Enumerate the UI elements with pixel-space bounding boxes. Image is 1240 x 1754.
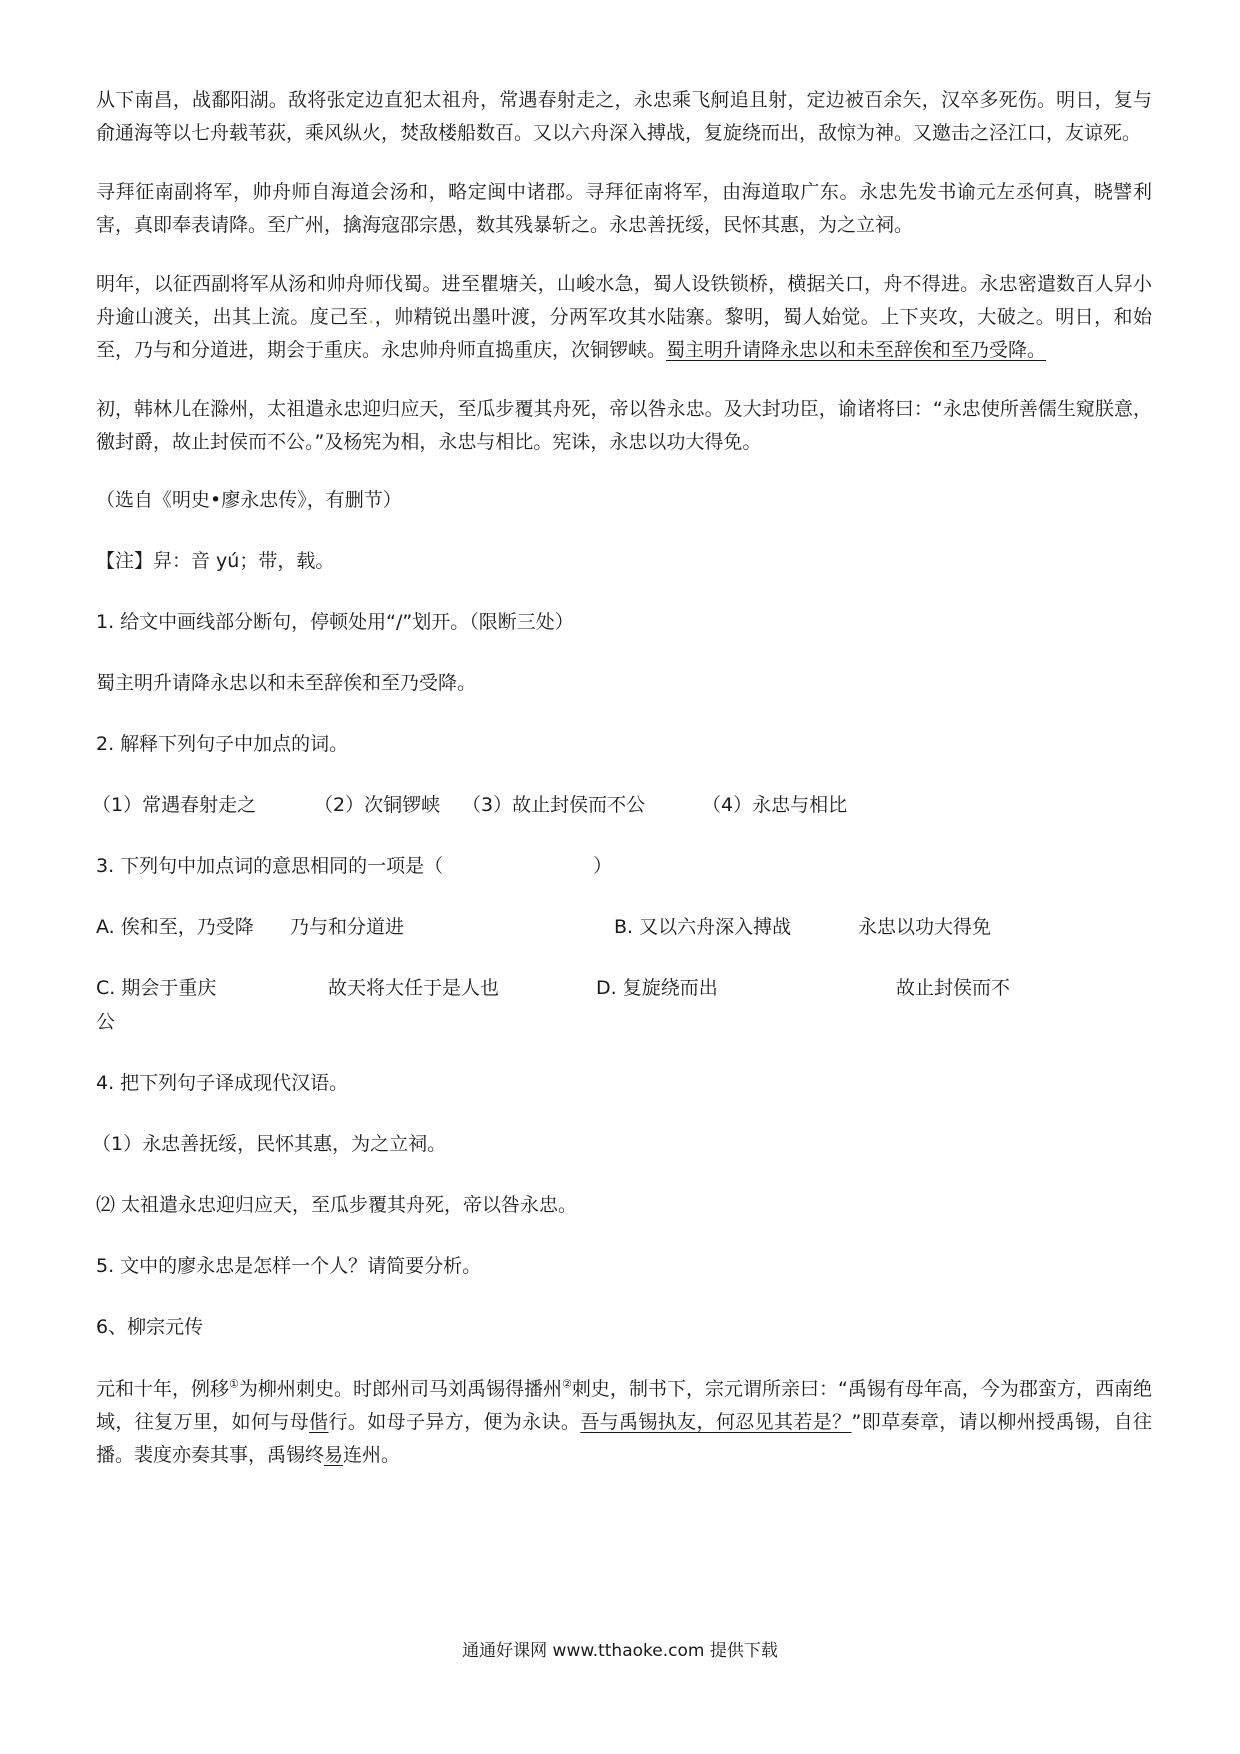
passage-text: 刺史，制书下，宗元谓所亲曰：“禹锡有母年高，今为郡蛮方，西南绝域，往复万里，如何与母 — [96, 1378, 1152, 1433]
option-c-2: 故天将大任于是人也 — [328, 977, 500, 999]
passage-text: 明年，以征西副将军从汤和帅舟师伐蜀。进至瞿塘关，山峻水急，蜀人设铁锁桥，横据关口，舟不得进。永忠密遣数百人舁小舟逾山渡关，出其上流。度己至 — [96, 273, 1152, 328]
footnote-marker: ② — [562, 1377, 572, 1391]
footnote-marker: ① — [229, 1377, 239, 1391]
q2-item-1: （1）常遇春射走之 — [92, 794, 257, 816]
passage-paragraph-4: 初，韩林儿在滁州，太祖遣永忠迎归应天，至瓜步覆其舟死，帝以咎永忠。及大封功臣，谕诸将曰：“永忠使所善儒生窥朕意，徼封爵，故止封侯而不公。”及杨宪为相，永忠与相比。宪诛，永忠以功大得免。 — [96, 398, 1152, 453]
passage-paragraph-3 — [96, 268, 1152, 367]
question-2-prompt: 2. 解释下列句子中加点的词。 — [96, 733, 349, 755]
question-4-sentence-2: ⑵ 太祖遣永忠迎归应天，至瓜步覆其舟死，帝以咎永忠。 — [96, 1194, 578, 1216]
option-a-1: A. 俟和至，乃受降 — [96, 916, 254, 938]
q2-item-3: （3）故止封侯而不公 — [462, 794, 646, 816]
option-d-wrap: 公 — [96, 1011, 116, 1033]
option-d-2: 故止封侯而不 — [896, 977, 1011, 999]
question-4-prompt: 4. 把下列句子译成现代汉语。 — [96, 1072, 349, 1094]
passage-text: ”即草奏章，请以柳州授禹锡，自往播。裴度亦奏其事，禹锡终 — [96, 1411, 1152, 1466]
passage-6-paragraph — [96, 1373, 1152, 1472]
annotation-note: 【注】舁：音 yú；带，载。 — [96, 550, 335, 572]
question-3-prompt — [96, 851, 1152, 881]
underlined-word: 易 — [324, 1444, 344, 1466]
passage-text: ，帅精锐出墨叶渡，分两军攻其水陆寨。黎明，蜀人始觉。上下夹攻，大破之。明日，和始至，乃与和分道进，期会于重庆。永忠帅舟师直捣重庆，次铜锣峡。 — [96, 306, 1152, 361]
question-4-sentence-1: （1）永忠善抚绥，民怀其惠，为之立祠。 — [92, 1133, 447, 1155]
question-6-title: 6、柳宗元传 — [96, 1316, 204, 1338]
passage-paragraph-1: 从下南昌，战鄱阳湖。敌将张定边直犯太祖舟，常遇春射走之，永忠乘飞舸追且射，定边被百余矢，汉卒多死伤。明日，复与俞通海等以七舟载苇荻，乘风纵火，焚敌楼船数百。又以六舟深入搏战，复旋绕而出，敌惊为神。又邀击之泾江口，友谅死。 — [96, 89, 1152, 144]
question-5-prompt: 5. 文中的廖永忠是怎样一个人？请简要分析。 — [96, 1255, 482, 1277]
option-a-2: 乃与和分道进 — [290, 916, 405, 938]
question-3-options-ab — [96, 912, 1152, 942]
question-2-items — [92, 790, 1152, 820]
passage-text: 为柳州刺史。时郎州司马刘禹锡得播州 — [238, 1378, 563, 1400]
question-3-options-cd — [96, 973, 1152, 1003]
q2-item-2: （2）次铜锣峡 — [314, 794, 441, 816]
underlined-sentence: 吾与禹锡执友，何忍见其若是？ — [580, 1411, 852, 1433]
option-d-1: D. 复旋绕而出 — [596, 977, 718, 999]
q3-prompt-text: 3. 下列句中加点词的意思相同的一项是（ — [96, 855, 444, 877]
underlined-sentence: 蜀主明升请降永忠以和未至辞俟和至乃受降。 — [666, 339, 1047, 361]
source-citation: （选自《明史•廖永忠传》，有删节） — [96, 489, 402, 511]
option-c-1: C. 期会于重庆 — [96, 977, 217, 999]
stray-dot: . — [368, 306, 375, 328]
passage-paragraph-2: 寻拜征南副将军，帅舟师自海道会汤和，略定闽中诸郡。寻拜征南将军，由海道取广东。永忠先发书谕元左丞何真，晓譬利害，真即奉表请降。至广州，擒海寇邵宗愚，数其残暴斩之。永忠善抚绥，民怀其惠，为之立祠。 — [96, 181, 1152, 236]
passage-text: 元和十年，例移 — [96, 1378, 230, 1400]
document-page — [92, 84, 1152, 1498]
question-1-prompt: 1. 给文中画线部分断句，停顿处用“/”划开。（限断三处） — [96, 611, 574, 633]
passage-text: 连州。 — [343, 1444, 401, 1466]
page-footer: 通通好课网 www.tthaoke.com 提供下载 — [462, 1641, 778, 1661]
question-1-sentence: 蜀主明升请降永忠以和未至辞俟和至乃受降。 — [96, 672, 477, 694]
passage-text: 行。如母子异方，便为永诀。 — [328, 1411, 581, 1433]
q3-prompt-close: ） — [593, 855, 613, 877]
q2-item-4: （4）永忠与相比 — [702, 794, 848, 816]
option-b-1: B. 又以六舟深入搏战 — [614, 916, 792, 938]
option-b-2: 永忠以功大得免 — [858, 916, 992, 938]
underlined-word: 偕 — [309, 1411, 329, 1433]
